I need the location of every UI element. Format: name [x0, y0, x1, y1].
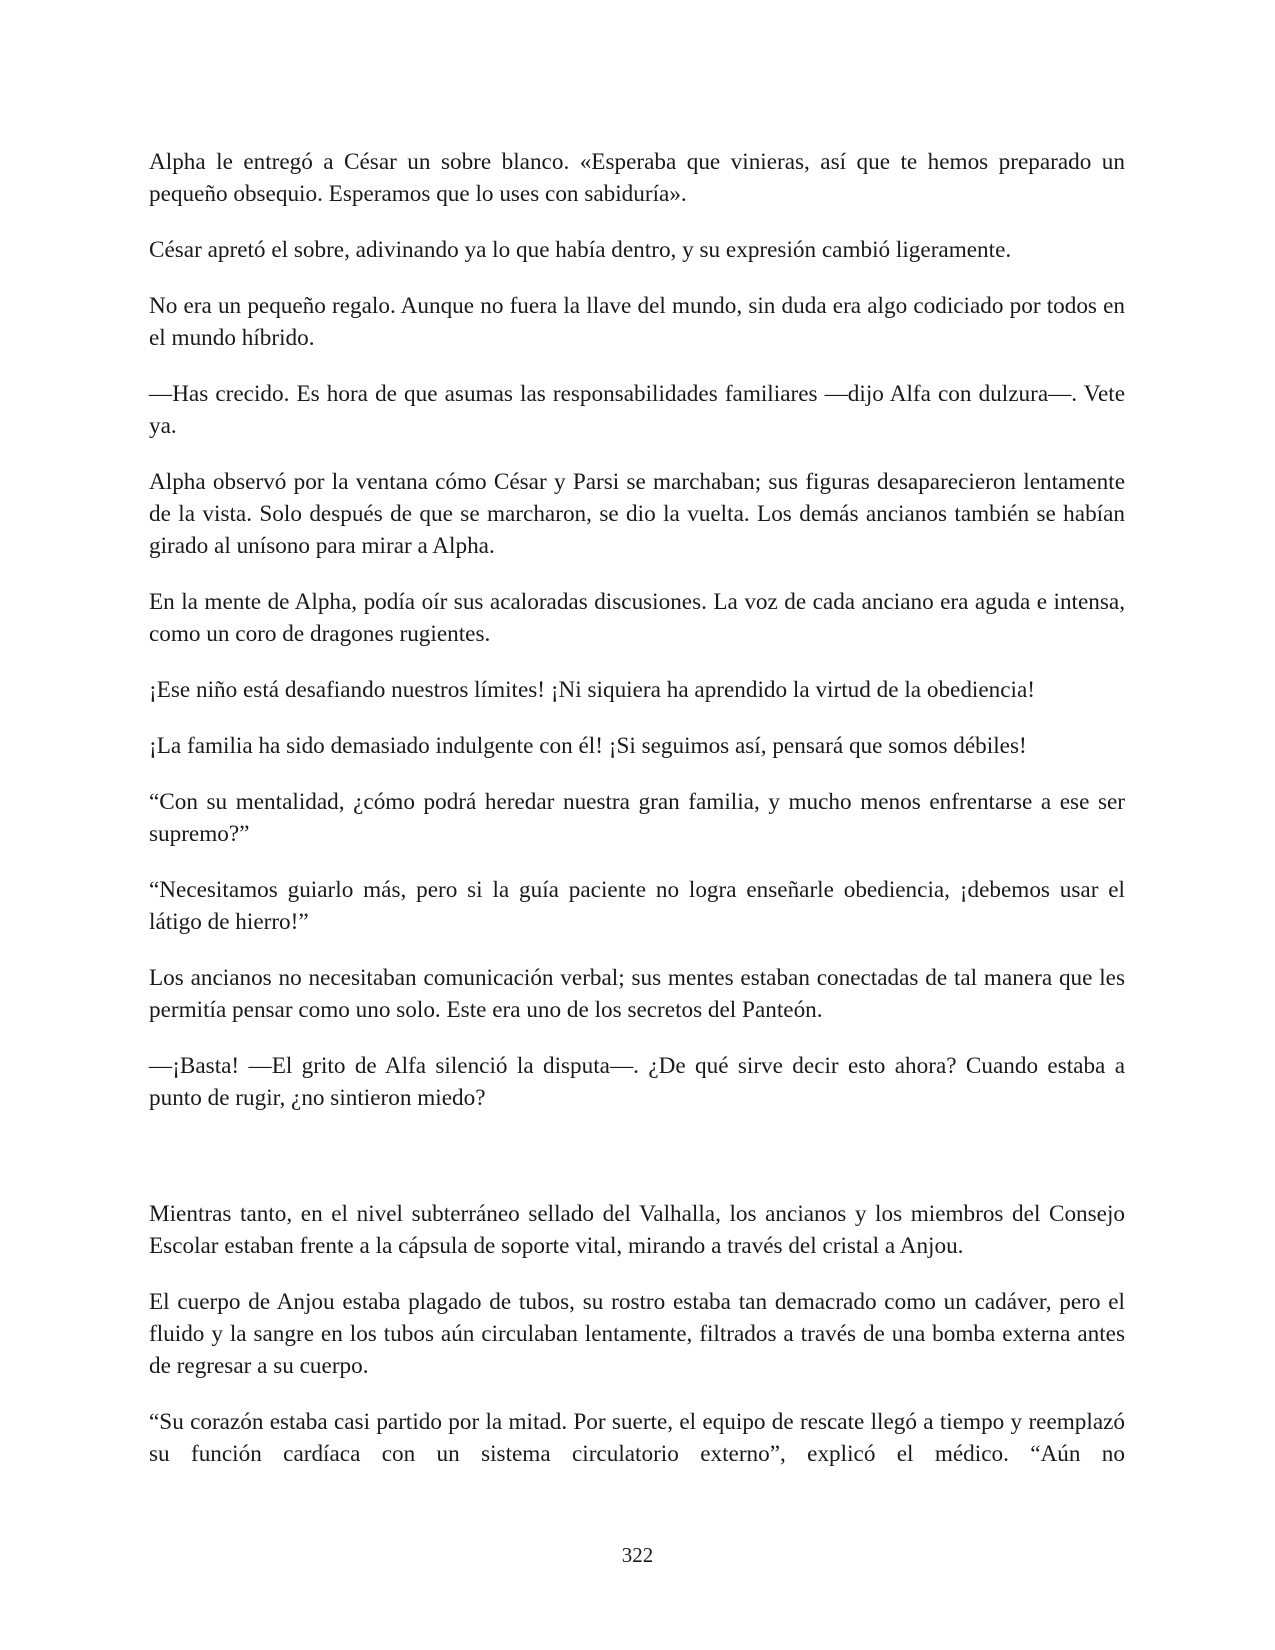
paragraph: Alpha observó por la ventana cómo César y Parsi se marchaban; sus figuras desaparecieron lentamente de la vista. Solo después de que se marcharon, se dio la vuelta. Los demás ancianos también se habían girado al unísono para mirar a Alpha.: [149, 469, 1125, 559]
paragraph: —Has crecido. Es hora de que asumas las responsabilidades familiares —dijo Alfa con dulzura—. Vete ya.: [149, 381, 1125, 439]
paragraph: ¡La familia ha sido demasiado indulgente con él! ¡Si seguimos así, pensará que somos débiles!: [149, 733, 1027, 759]
paragraph: En la mente de Alpha, podía oír sus acaloradas discusiones. La voz de cada anciano era aguda e intensa, como un coro de dragones rugientes.: [149, 589, 1125, 647]
paragraph: “Con su mentalidad, ¿cómo podrá heredar nuestra gran familia, y mucho menos enfrentarse a ese ser supremo?”: [149, 789, 1125, 847]
paragraph: “Su corazón estaba casi partido por la mitad. Por suerte, el equipo de rescate llegó a tiempo y reemplazó su función cardíaca con un sistema circulatorio externo”, explicó el médico. “Aún no: [149, 1409, 1125, 1467]
paragraph: ¡Ese niño está desafiando nuestros límites! ¡Ni siquiera ha aprendido la virtud de la obediencia!: [149, 677, 1035, 703]
paragraph: El cuerpo de Anjou estaba plagado de tubos, su rostro estaba tan demacrado como un cadáver, pero el fluido y la sangre en los tubos aún circulaban lentamente, filtrados a través de una bomba externa antes de regresar a su cuerpo.: [149, 1289, 1125, 1379]
page-number: 322: [621, 1543, 654, 1567]
paragraph: Mientras tanto, en el nivel subterráneo sellado del Valhalla, los ancianos y los miembros del Consejo Escolar estaban frente a la cápsula de soporte vital, mirando a través del cristal a Anjou.: [149, 1201, 1125, 1259]
paragraph: No era un pequeño regalo. Aunque no fuera la llave del mundo, sin duda era algo codiciado por todos en el mundo híbrido.: [149, 293, 1125, 351]
paragraph: Alpha le entregó a César un sobre blanco. «Esperaba que vinieras, así que te hemos preparado un pequeño obsequio. Esperamos que lo uses con sabiduría».: [149, 149, 1125, 207]
paragraph: César apretó el sobre, adivinando ya lo que había dentro, y su expresión cambió ligeramente.: [149, 237, 1012, 263]
page-body: [149, 146, 1125, 1494]
paragraph: Los ancianos no necesitaban comunicación verbal; sus mentes estaban conectadas de tal manera que les permitía pensar como uno solo. Este era uno de los secretos del Panteón.: [149, 965, 1125, 1023]
paragraph: “Necesitamos guiarlo más, pero si la guía paciente no logra enseñarle obediencia, ¡debemos usar el látigo de hierro!”: [149, 877, 1125, 935]
paragraph: —¡Basta! —El grito de Alfa silenció la disputa—. ¿De qué sirve decir esto ahora? Cuando estaba a punto de rugir, ¿no sintieron miedo?: [149, 1053, 1125, 1111]
